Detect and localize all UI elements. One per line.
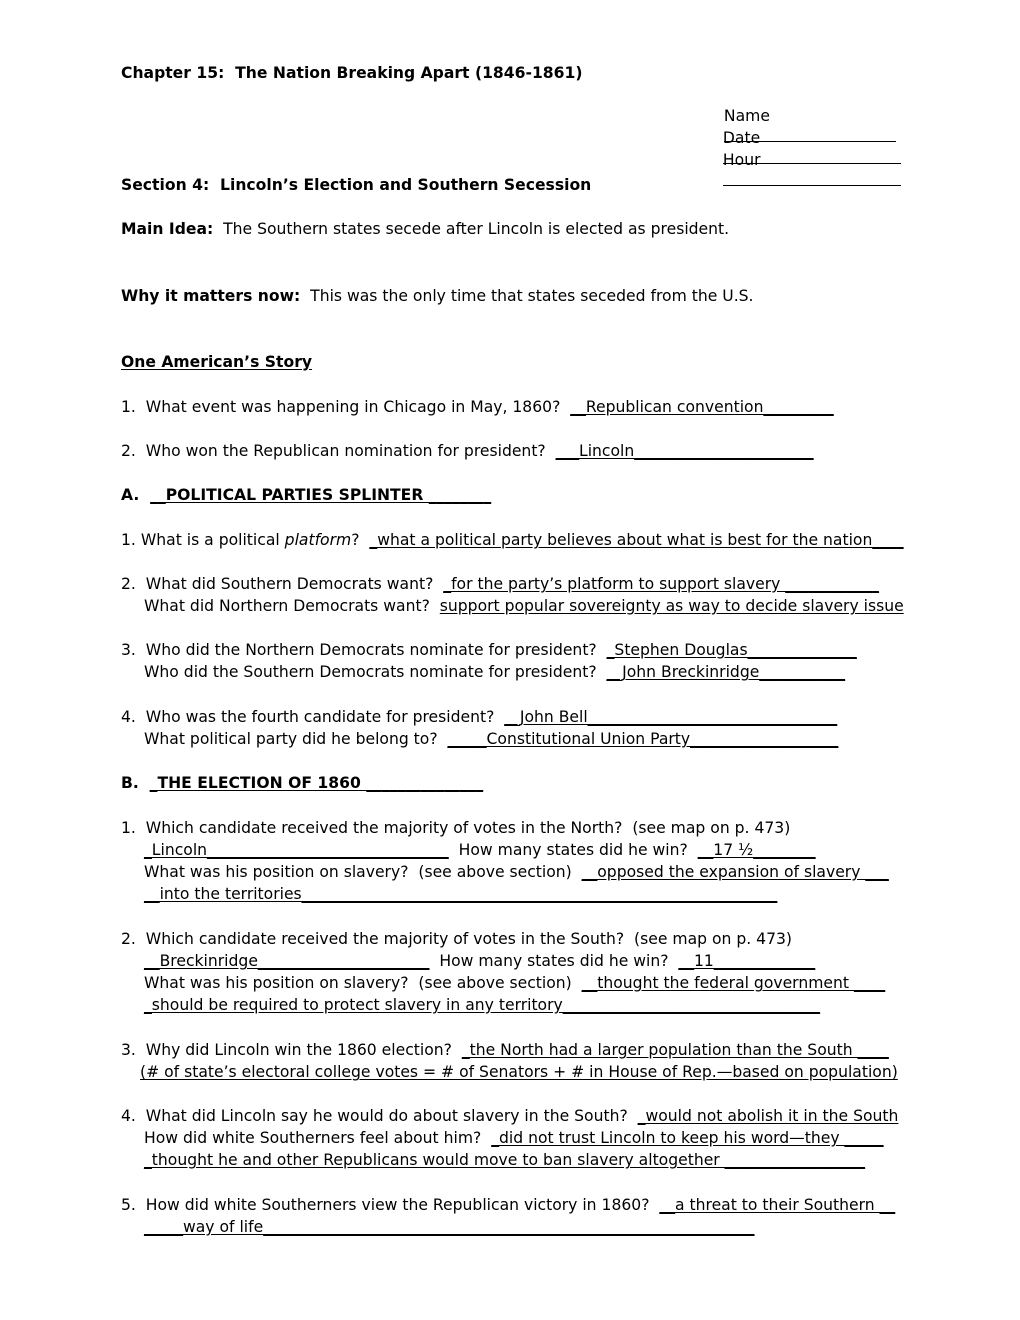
b-q1-slavery-text: What was his position on slavery? (see above section) xyxy=(144,863,582,881)
b-a2-slavery2[interactable]: _should be required to protect slavery in any territory_________________________________ xyxy=(144,996,821,1014)
b-q5 xyxy=(121,1195,895,1215)
story-q2-text: 2. Who won the Republican nomination for president? xyxy=(121,442,556,460)
name-label: Name xyxy=(723,107,770,125)
a-a3b[interactable]: __John Breckinridge___________ xyxy=(606,663,846,681)
section-b-title: _THE ELECTION OF 1860 _______________ xyxy=(149,774,484,792)
main-idea-label: Main Idea: xyxy=(121,220,214,238)
b-q2-slavery-text: What was his position on slavery? (see above section) xyxy=(144,974,582,992)
why-matters-text: This was the only time that states seceded from the U.S. xyxy=(300,287,754,305)
section-a-title: __POLITICAL PARTIES SPLINTER ________ xyxy=(150,486,492,504)
a-q2a xyxy=(121,574,879,594)
a-a3a[interactable]: _Stephen Douglas______________ xyxy=(606,641,857,659)
b-q4a-text: 4. What did Lincoln say he would do about slavery in the South? xyxy=(121,1107,638,1125)
b-q4b-text: How did white Southerners feel about him? xyxy=(144,1129,492,1147)
b-a2-slavery1[interactable]: __thought the federal government ____ xyxy=(581,974,886,992)
a-q4b xyxy=(144,729,838,749)
a-q3a-text: 3. Who did the Northern Democrats nominate for president? xyxy=(121,641,607,659)
section-title: Section 4: Lincoln’s Election and Southern Secession xyxy=(121,176,592,194)
b-q2-answers xyxy=(144,951,815,971)
chapter-title: Chapter 15: The Nation Breaking Apart (1846-1861) xyxy=(121,64,583,82)
a-q1-post: ? xyxy=(351,531,370,549)
section-a-letter: A. xyxy=(121,486,151,504)
b-a5b[interactable]: _____way of life_______________________________________________________________ xyxy=(144,1218,755,1236)
b-q1-states: How many states did he win? xyxy=(448,841,698,859)
a-q3b xyxy=(144,662,845,682)
a-q4a xyxy=(121,707,837,727)
hour-blank[interactable] xyxy=(723,170,901,186)
story-heading: One American’s Story xyxy=(121,353,313,371)
b-a2-name[interactable]: __Breckinridge______________________ xyxy=(144,952,430,970)
section-b-heading xyxy=(121,773,483,793)
b-a5a[interactable]: __a threat to their Southern __ xyxy=(659,1196,896,1214)
a-q3b-text: Who did the Southern Democrats nominate for president? xyxy=(144,663,607,681)
b-a1-states[interactable]: __17 ½________ xyxy=(697,841,816,859)
a-q2b xyxy=(144,596,904,616)
story-q2 xyxy=(121,441,814,461)
b-q3 xyxy=(121,1040,889,1060)
section-b-letter: B. xyxy=(121,774,150,792)
b-a1-name[interactable]: _Lincoln_______________________________ xyxy=(144,841,449,859)
a-a4b[interactable]: _____Constitutional Union Party___________________ xyxy=(447,730,839,748)
b-a1-slavery1[interactable]: __opposed the expansion of slavery ___ xyxy=(581,863,889,881)
story-a1[interactable]: __Republican convention_________ xyxy=(570,398,834,416)
b-q2-slavery xyxy=(144,973,885,993)
b-q2: 2. Which candidate received the majority of votes in the South? (see map on p. 473) xyxy=(121,930,793,948)
b-q4b xyxy=(144,1128,884,1148)
b-q1-answers xyxy=(144,840,816,860)
a-q2a-text: 2. What did Southern Democrats want? xyxy=(121,575,444,593)
a-q4b-text: What political party did he belong to? xyxy=(144,730,448,748)
a-q2b-text: What did Northern Democrats want? xyxy=(144,597,440,615)
a-a1[interactable]: _what a political party believes about what is best for the nation____ xyxy=(369,531,904,549)
story-a2[interactable]: ___Lincoln_______________________ xyxy=(555,442,814,460)
hour-field[interactable] xyxy=(713,130,901,191)
story-q1-text: 1. What event was happening in Chicago in May, 1860? xyxy=(121,398,571,416)
b-q1-slavery xyxy=(144,862,889,882)
b-q1: 1. Which candidate received the majority of votes in the North? (see map on p. 473) xyxy=(121,819,791,837)
b-a2-states[interactable]: __11_____________ xyxy=(678,952,816,970)
a-q1-term: platform xyxy=(284,531,352,549)
b-q5-text: 5. How did white Southerners view the Republican victory in 1860? xyxy=(121,1196,660,1214)
b-a3a[interactable]: _the North had a larger population than the South ____ xyxy=(461,1041,889,1059)
b-q4a xyxy=(121,1106,898,1126)
b-a4b[interactable]: _did not trust Lincoln to keep his word—they _____ xyxy=(491,1129,884,1147)
date-label: Date xyxy=(722,129,761,147)
why-matters xyxy=(121,286,754,306)
a-q1-pre: 1. What is a political xyxy=(121,531,285,549)
b-q2-states: How many states did he win? xyxy=(429,952,679,970)
main-idea xyxy=(121,219,729,239)
b-a4c[interactable]: _thought he and other Republicans would move to ban slavery altogether __________________ xyxy=(144,1151,866,1169)
why-matters-label: Why it matters now: xyxy=(121,287,301,305)
main-idea-text: The Southern states secede after Lincoln is elected as president. xyxy=(213,220,730,238)
a-a4a[interactable]: __John Bell________________________________ xyxy=(504,708,838,726)
a-q4a-text: 4. Who was the fourth candidate for president? xyxy=(121,708,505,726)
a-a2a[interactable]: _for the party’s platform to support slavery ____________ xyxy=(443,575,879,593)
b-a1-slavery2[interactable]: __into the territories_____________________________________________________________ xyxy=(144,885,778,903)
a-a2b[interactable]: support popular sovereignty as way to decide slavery issue xyxy=(439,597,904,615)
section-a-heading xyxy=(121,485,491,505)
story-q1 xyxy=(121,397,834,417)
hour-label: Hour xyxy=(722,151,761,169)
b-q3-text: 3. Why did Lincoln win the 1860 election? xyxy=(121,1041,462,1059)
b-a4a[interactable]: _would not abolish it in the South xyxy=(637,1107,899,1125)
a-q3a xyxy=(121,640,857,660)
a-q1 xyxy=(121,530,904,550)
b-a3b[interactable]: (# of state’s electoral college votes = # of Senators + # in House of Rep.—based on population) xyxy=(140,1063,898,1081)
